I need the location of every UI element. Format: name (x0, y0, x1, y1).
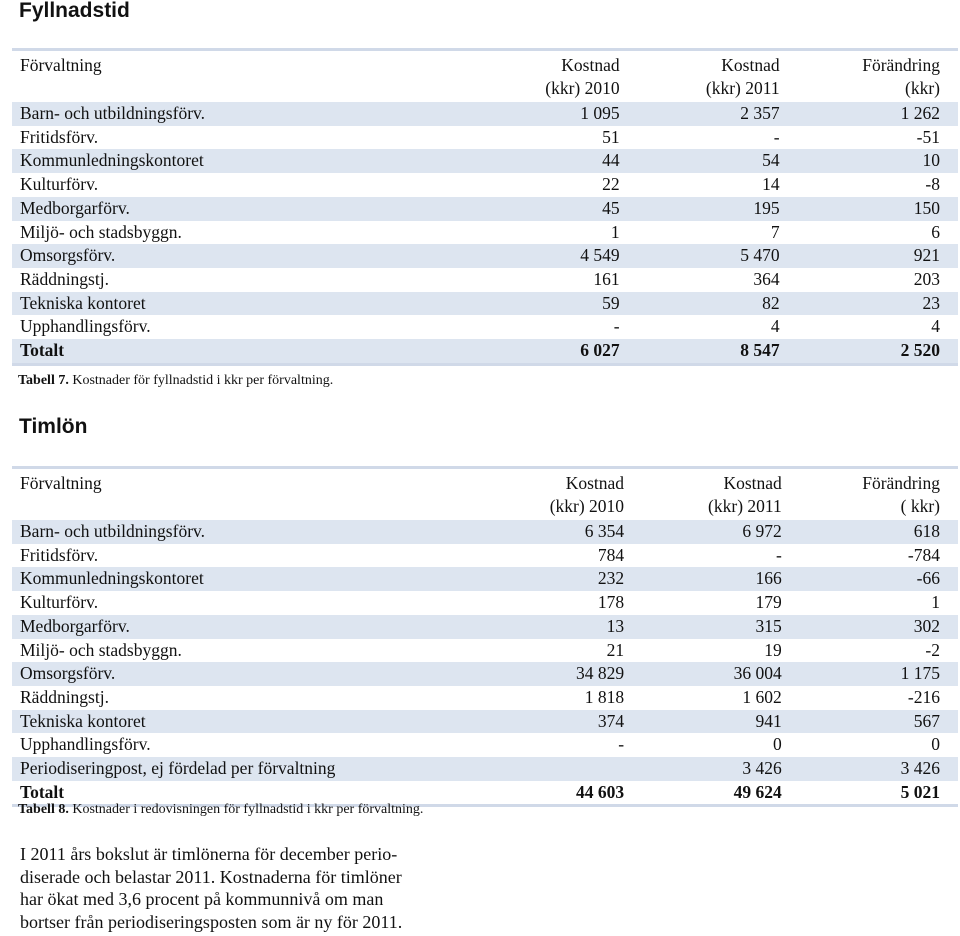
change-cell: 921 (798, 244, 958, 268)
change-cell: 1 (931, 592, 940, 613)
cost-2010-cell: 22 (602, 174, 620, 195)
row-name-cell: Omsorgsförv. (12, 244, 455, 268)
table-row (12, 662, 958, 686)
cost-2010-cell: 161 (593, 268, 620, 289)
row-name-cell: Kommunledningskontoret (12, 149, 455, 173)
change-cell: 150 (798, 197, 958, 221)
paragraph-line: diserade och belastar 2011. Kostnaderna för timlöner (20, 866, 402, 887)
table-row (12, 520, 958, 544)
row-name-cell: Barn- och utbildningsförv. (12, 520, 462, 544)
cost-2011-cell: 19 (764, 639, 782, 660)
table-row (12, 126, 958, 150)
table-row (12, 567, 958, 591)
cost-2010-cell: 232 (462, 567, 642, 591)
change-cell: 23 (798, 292, 958, 316)
row-name-cell: Kommunledningskontoret (12, 567, 462, 591)
cost-2010-cell: - (618, 734, 625, 755)
cost-2010-cell: 374 (462, 710, 642, 734)
change-cell: -51 (916, 126, 940, 147)
header-forvaltning: Förvaltning (20, 473, 102, 493)
cost-2011-cell: 2 357 (638, 102, 798, 126)
cost-2010-cell: 1 (610, 221, 620, 242)
row-name-cell: Räddningstj. (20, 268, 109, 289)
table-fyllnadstid (12, 48, 958, 366)
header-kostnad-2010: Kostnad (kkr) 2010 (549, 473, 625, 516)
table-row (12, 292, 958, 316)
table-row (12, 149, 958, 173)
section-title-fyllnadstid: Fyllnadstid (19, 0, 130, 22)
cost-2010-cell: 59 (455, 292, 638, 316)
cost-2011-cell: 1 602 (742, 686, 782, 707)
cost-2010-cell: - (613, 316, 620, 337)
table-total-row (12, 339, 958, 364)
row-name-cell: Tekniska kontoret (12, 710, 462, 734)
change-cell: 567 (800, 710, 958, 734)
cost-2011-cell: 36 004 (642, 662, 800, 686)
table-row (12, 710, 958, 734)
change-cell: -66 (800, 567, 958, 591)
table-row (12, 757, 958, 781)
row-name-cell: Omsorgsförv. (12, 662, 462, 686)
change-cell: 4 (931, 316, 940, 337)
cost-2010-cell: 21 (606, 639, 625, 660)
header-kostnad-2011: Kostnad (kkr) 2011 (708, 473, 782, 516)
cost-2011-cell: 6 972 (642, 520, 800, 544)
cost-2011-cell: 14 (762, 174, 780, 195)
cost-2010-cell: 6 354 (462, 520, 642, 544)
table-row (12, 591, 958, 615)
change-cell: 618 (800, 520, 958, 544)
cost-2011-cell: 3 426 (642, 757, 800, 781)
table-row (12, 686, 958, 710)
change-cell: 302 (800, 615, 958, 639)
cost-2010-cell: 44 (455, 149, 638, 173)
change-cell: 3 426 (800, 757, 958, 781)
change-cell: 5 021 (900, 781, 940, 802)
cost-2011-cell: 941 (642, 710, 800, 734)
row-name-cell: Barn- och utbildningsförv. (12, 102, 455, 126)
header-forvaltning: Förvaltning (20, 55, 102, 75)
cost-2011-cell: 7 (770, 221, 780, 242)
table-row (12, 733, 958, 757)
row-name-cell: Medborgarförv. (12, 197, 455, 221)
caption-tabell-8: Tabell 8. Kostnader i redovisningen för fyllnadstid i kkr per förvaltning. (18, 802, 424, 817)
cost-2011-cell: 0 (773, 734, 782, 755)
section-title-timlon: Timlön (19, 415, 88, 438)
table-header-row (12, 50, 958, 103)
row-name-cell: Totalt (20, 781, 65, 802)
row-name-cell: Periodiseringpost, ej fördelad per förvaltning (12, 757, 462, 781)
cost-2010-cell: 51 (602, 126, 620, 147)
row-name-cell: Totalt (12, 339, 455, 364)
row-name-cell: Fritidsförv. (20, 544, 99, 565)
table-row (12, 221, 958, 245)
cost-2011-cell: - (775, 544, 782, 565)
table-row (12, 244, 958, 268)
change-cell: 10 (798, 149, 958, 173)
cost-2011-cell: 195 (638, 197, 798, 221)
cost-2010-cell: 45 (455, 197, 638, 221)
cost-2011-cell: 179 (755, 592, 782, 613)
row-name-cell: Upphandlingsförv. (20, 734, 151, 755)
cost-2011-cell: 8 547 (638, 339, 798, 364)
row-name-cell: Upphandlingsförv. (20, 316, 151, 337)
row-name-cell: Tekniska kontoret (12, 292, 455, 316)
cost-2010-cell: 44 603 (575, 781, 625, 802)
table-header-row (12, 468, 958, 521)
row-name-cell: Kulturförv. (20, 174, 99, 195)
change-cell: 6 (931, 221, 940, 242)
header-kostnad-2010: Kostnad (kkr) 2010 (545, 55, 620, 98)
table-timlon (12, 466, 958, 807)
cost-2010-cell: 6 027 (455, 339, 638, 364)
table-row (12, 197, 958, 221)
change-cell: -216 (907, 686, 940, 707)
cost-2010-cell: 178 (597, 592, 625, 613)
change-cell: 1 262 (798, 102, 958, 126)
table-row (12, 315, 958, 339)
change-cell: -784 (907, 544, 940, 565)
paragraph-line: har ökat med 3,6 procent på kommunnivå om man (20, 889, 384, 909)
paragraph-line: bortser från periodiseringsposten som är ny för 2011. (20, 911, 403, 932)
cost-2010-cell: 1 095 (455, 102, 638, 126)
header-forandring: Förändring (kkr) (862, 55, 940, 98)
row-name-cell: Miljö- och stadsbyggn. (20, 639, 182, 660)
row-name-cell: Miljö- och stadsbyggn. (20, 221, 182, 242)
cost-2011-cell: 54 (638, 149, 798, 173)
table-row (12, 102, 958, 126)
cost-2011-cell: - (773, 126, 780, 147)
cost-2010-cell: 1 818 (584, 686, 625, 707)
row-name-cell: Kulturförv. (20, 592, 99, 613)
caption-tabell-7: Tabell 7. Kostnader för fyllnadstid i kkr per förvaltning. (18, 373, 334, 388)
table-row (12, 544, 958, 568)
cost-2011-cell: 4 (770, 316, 780, 337)
row-name-cell: Medborgarförv. (12, 615, 462, 639)
table-row (12, 173, 958, 197)
cost-2010-cell: 784 (597, 544, 625, 565)
change-cell: 203 (913, 268, 940, 289)
change-cell: -2 (925, 639, 940, 660)
cost-2011-cell: 315 (642, 615, 800, 639)
cost-2011-cell: 82 (638, 292, 798, 316)
cost-2011-cell: 5 470 (638, 244, 798, 268)
row-name-cell: Räddningstj. (20, 686, 109, 707)
cost-2010-cell: 34 829 (462, 662, 642, 686)
cost-2010-cell: 4 549 (455, 244, 638, 268)
paragraph-line: I 2011 års bokslut är timlönerna för december perio- (20, 844, 398, 864)
table-row (12, 268, 958, 292)
body-paragraph (20, 843, 450, 933)
cost-2010-cell (462, 757, 642, 781)
cost-2011-cell: 166 (642, 567, 800, 591)
table-row (12, 615, 958, 639)
change-cell: 2 520 (798, 339, 958, 364)
change-cell: 1 175 (800, 662, 958, 686)
row-name-cell: Fritidsförv. (20, 126, 99, 147)
cost-2010-cell: 13 (462, 615, 642, 639)
change-cell: -8 (925, 174, 940, 195)
cost-2011-cell: 364 (753, 268, 780, 289)
change-cell: 0 (931, 734, 940, 755)
header-forandring: Förändring ( kkr) (862, 473, 940, 516)
table-row (12, 639, 958, 663)
header-kostnad-2011: Kostnad (kkr) 2011 (705, 55, 780, 98)
cost-2011-cell: 49 624 (733, 781, 782, 802)
